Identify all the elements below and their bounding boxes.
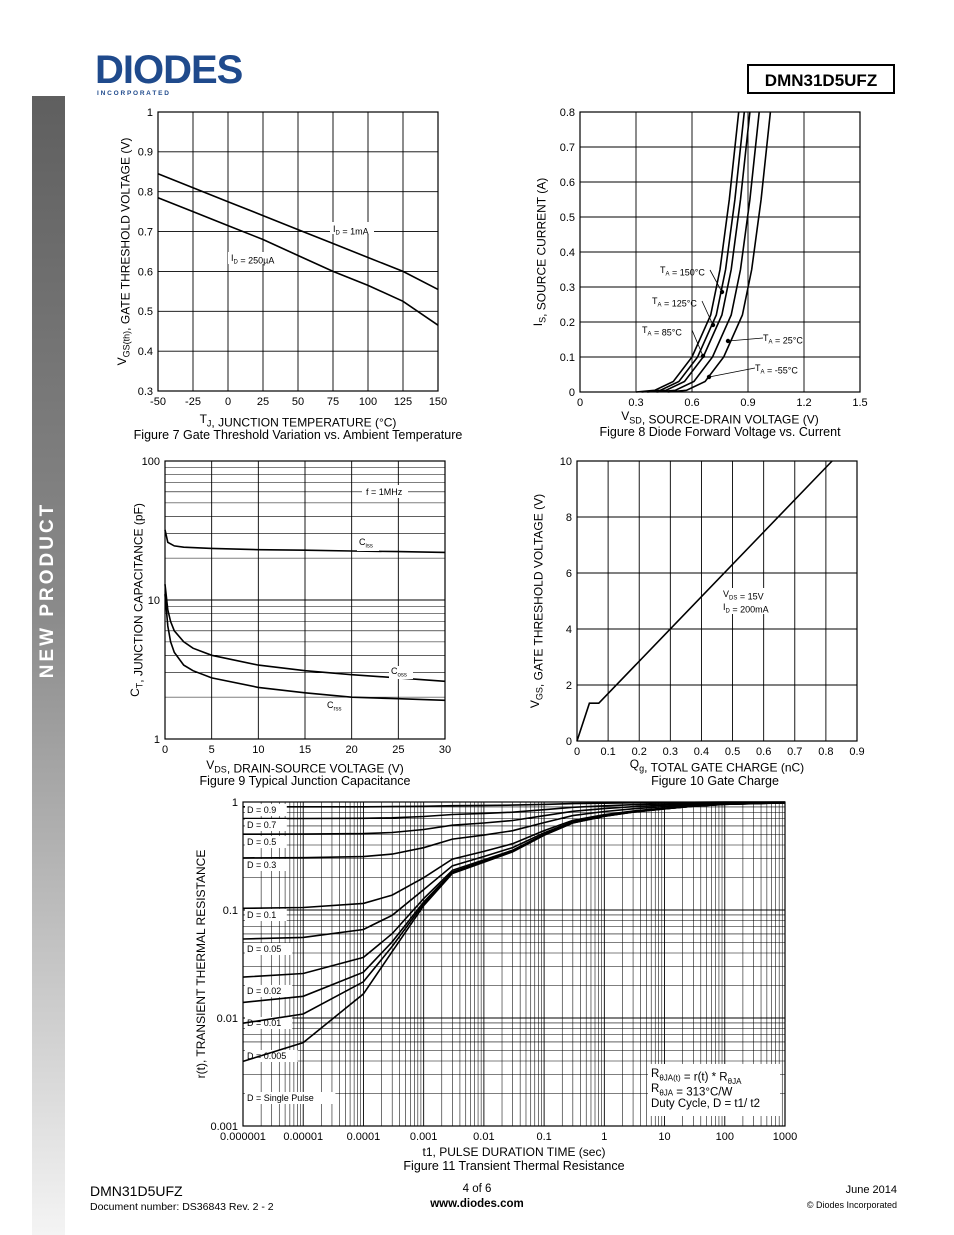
fig7-x-tick-label: 75	[326, 396, 340, 408]
fig8-x-tick-label: 0.6	[684, 397, 700, 409]
fig7-y-tick-label: 0.3	[137, 385, 153, 398]
fig9-caption: Figure 9 Typical Junction Capacitance	[199, 774, 411, 788]
fig11-x-tick-label: 0.1	[536, 1131, 552, 1143]
logo-subtitle: I N C O R P O R A T E D	[97, 90, 169, 97]
fig10-y-tick-label: 4	[565, 623, 572, 636]
fig8-x-tick-label: 0.9	[740, 397, 756, 409]
fig11-series-d-0p005-label: D = 0.005	[247, 1051, 287, 1061]
fig9-series-label-ciss: $C_{iss}$	[359, 537, 373, 550]
fig10-y-tick-label: 2	[565, 679, 572, 692]
fig11-series-d-0p01-label: D = 0.01	[247, 1018, 282, 1028]
fig10-y-tick-label: 0	[565, 735, 572, 748]
footer-page: 4 of 6	[462, 1183, 492, 1195]
fig8-label-arrowhead	[720, 290, 724, 294]
fig7-x-tick-label: 100	[358, 396, 378, 408]
fig9-y-tick-label: 1	[153, 733, 160, 746]
fig9-x-tick-label: 5	[208, 744, 215, 756]
fig10-x-tick-label: 0.3	[662, 746, 678, 758]
fig11-x-axis-label: t1, PULSE DURATION TIME (sec)	[422, 1145, 606, 1159]
fig11-x-tick-label: 0.0001	[346, 1131, 381, 1143]
fig11-series-d-0p005	[243, 803, 785, 1023]
fig9-annotation-freq: f = 1MHz	[366, 487, 403, 497]
fig8-label-arrowhead	[707, 375, 711, 379]
fig11-series-single-pulse-label: D = Single Pulse	[247, 1093, 314, 1103]
fig8-y-tick-label: 0.7	[559, 141, 575, 154]
fig8-x-tick-label: 0.3	[628, 397, 644, 409]
fig8-label-arrowhead	[711, 323, 715, 327]
fig8-series-label-125c: $T_A = 125^\circ C$	[652, 296, 697, 309]
footer-part-number: DMN31D5UFZ	[90, 1183, 183, 1199]
fig8-label-leader	[728, 338, 763, 341]
fig11-y-tick-label: 0.001	[210, 1120, 238, 1133]
fig11-x-tick-label: 100	[715, 1131, 734, 1143]
fig9-x-tick-label: 30	[438, 744, 452, 756]
fig10-caption: Figure 10 Gate Charge	[651, 774, 779, 788]
fig7-y-tick-label: 0.4	[137, 345, 153, 358]
fig10-y-axis-label: $V_{GS}$, GATE THRESHOLD VOLTAGE (V)	[528, 493, 546, 709]
fig7-y-tick-label: 0.5	[137, 306, 153, 319]
fig11-note: $R_{\theta JA(t)} = r(t) * R_{\theta JA}$	[651, 1068, 742, 1086]
footer-doc-number: Document number: DS36843 Rev. 2 - 2	[90, 1201, 274, 1213]
fig7-y-tick-label: 1	[146, 106, 153, 119]
fig9-y-tick-label: 10	[147, 594, 160, 607]
fig8-y-tick-label: 0.8	[559, 106, 575, 119]
fig8-x-axis-label: $V_{SD}$, SOURCE-DRAIN VOLTAGE (V)	[621, 409, 819, 427]
fig11-series-single-pulse	[243, 803, 785, 1062]
fig9-x-tick-label: 20	[345, 744, 358, 756]
fig11-series-d-0p02	[243, 803, 785, 977]
fig9-x-tick-label: 15	[298, 744, 312, 756]
fig11-x-tick-label: 10	[658, 1131, 671, 1143]
fig8-y-tick-label: 0	[568, 386, 575, 399]
fig11-series-d-0p02-label: D = 0.02	[247, 986, 282, 996]
fig7-caption: Figure 7 Gate Threshold Variation vs. Ambient Temperature	[133, 428, 463, 442]
fig11-series-d-0p5-label: D = 0.5	[247, 837, 277, 847]
fig11-series-d-0p05-label: D = 0.05	[247, 944, 282, 954]
fig10-x-tick-label: 0.5	[724, 746, 741, 758]
fig9-x-tick-label: 25	[392, 744, 405, 756]
fig8-x-tick-label: 0	[576, 397, 584, 409]
fig7-x-tick-label: 125	[393, 396, 413, 408]
fig7-x-tick-label: 50	[291, 396, 305, 408]
fig11-series-d-0p9-label: D = 0.9	[247, 805, 277, 815]
fig7-x-axis-label: $T_J$, JUNCTION TEMPERATURE (°C)	[199, 412, 397, 430]
footer-date: June 2014	[845, 1184, 897, 1196]
fig8-y-tick-label: 0.1	[559, 351, 575, 364]
fig11-x-tick-label: 0.000001	[220, 1131, 266, 1143]
fig11-note: $R_{\theta JA} = 313^\circ C/W$	[651, 1083, 733, 1099]
fig11-x-tick-label: 0.001	[409, 1131, 438, 1143]
fig10-x-tick-label: 0.1	[600, 746, 616, 758]
fig10-series-vgs	[577, 461, 832, 741]
fig11-series-d-0p1-label: D = 0.1	[247, 910, 277, 920]
fig11-x-tick-label: 0.00001	[283, 1131, 324, 1143]
fig7-y-tick-label: 0.6	[137, 266, 153, 279]
fig7-y-tick-label: 0.7	[137, 226, 153, 239]
fig9-x-tick-label: 10	[252, 744, 265, 756]
fig9-x-tick-label: 0	[161, 744, 169, 756]
fig7-y-axis-label: $V_{GS(th)}$, GATE THRESHOLD VOLTAGE (V)	[115, 137, 133, 366]
fig11-y-axis-label: r(t), TRANSIENT THERMAL RESISTANCE	[194, 849, 208, 1079]
fig11-series-d-0p01	[243, 803, 785, 1003]
fig8-x-tick-label: 1.5	[852, 397, 868, 409]
fig8-y-axis-label: $I_S$, SOURCE CURRENT (A)	[531, 177, 549, 327]
fig10-x-axis-label: $Q_g$, TOTAL GATE CHARGE (nC)	[629, 757, 805, 775]
footer-website[interactable]: www.diodes.com	[430, 1198, 524, 1210]
fig10-x-tick-label: 0.2	[631, 746, 647, 758]
fig11-series-d-0p3-label: D = 0.3	[247, 860, 277, 870]
sidebar-label: NEW PRODUCT	[37, 501, 58, 679]
fig7-series-label-250ua: $I_D = 250\mu A$	[231, 253, 275, 266]
fig11-x-tick-label: 0.01	[473, 1131, 495, 1143]
fig8-series-label-25c: $T_A = 25^\circ C$	[763, 333, 803, 346]
fig10-annotation-id: $I_D = 200mA$	[723, 602, 769, 615]
fig8-y-tick-label: 0.2	[559, 316, 575, 329]
fig10-x-tick-label: 0.7	[787, 746, 803, 758]
fig10-x-tick-label: 0.9	[849, 746, 865, 758]
fig7-x-tick-label: 25	[256, 396, 270, 408]
fig10-y-tick-label: 8	[565, 511, 572, 524]
fig8-label-arrowhead	[726, 339, 730, 343]
fig9-series-label-crss: $C_{rss}$	[327, 700, 342, 713]
fig11-caption: Figure 11 Transient Thermal Resistance	[403, 1159, 625, 1173]
fig11-series-d-0p7-label: D = 0.7	[247, 820, 277, 830]
fig8-x-tick-label: 1.2	[796, 397, 812, 409]
fig7-x-tick-label: 0	[224, 396, 232, 408]
fig8-y-tick-label: 0.3	[559, 281, 575, 294]
fig11-y-tick-label: 0.01	[216, 1012, 238, 1025]
fig10-y-tick-label: 10	[559, 455, 572, 468]
fig11-y-tick-label: 0.1	[222, 904, 238, 917]
fig11-series-d-0p05	[243, 803, 785, 939]
fig9-y-tick-label: 100	[141, 455, 160, 468]
fig9-series-label-coss: $C_{oss}$	[391, 666, 407, 679]
fig11-x-tick-label: 1000	[772, 1131, 798, 1143]
fig9-y-axis-label: $C_T$, JUNCTION CAPACITANCE (pF)	[128, 503, 146, 697]
fig10-x-tick-label: 0	[573, 746, 581, 758]
fig8-y-tick-label: 0.5	[559, 211, 575, 224]
fig7-x-tick-label: -50	[150, 396, 166, 408]
fig8-series-label-150c: $T_A = 150^\circ C$	[660, 265, 705, 278]
fig10-y-tick-label: 6	[565, 567, 572, 580]
fig11-note: Duty Cycle, D = t1/ t2	[651, 1098, 760, 1110]
fig8-caption: Figure 8 Diode Forward Voltage vs. Current	[599, 425, 841, 439]
fig8-y-tick-label: 0.6	[559, 176, 575, 189]
logo-wordmark: DIODES	[95, 52, 243, 92]
fig11-y-tick-label: 1	[231, 796, 238, 809]
footer-copyright: © Diodes Incorporated	[806, 1200, 897, 1210]
fig10-x-tick-label: 0.4	[693, 746, 710, 758]
part-number-box: DMN31D5UFZ	[747, 64, 895, 94]
fig8-label-arrowhead	[701, 354, 705, 358]
fig9-x-axis-label: $V_{DS}$, DRAIN-SOURCE VOLTAGE (V)	[206, 758, 404, 776]
fig7-y-tick-label: 0.9	[137, 146, 153, 159]
fig10-x-tick-label: 0.6	[756, 746, 772, 758]
fig10-x-tick-label: 0.8	[818, 746, 834, 758]
fig10-annotation-vds: $V_{DS} = 15V$	[723, 589, 764, 602]
fig8-series-label-85c: $T_A = 85^\circ C$	[642, 325, 682, 338]
fig7-y-tick-label: 0.8	[137, 186, 153, 199]
fig7-x-tick-label: 150	[428, 396, 448, 408]
fig8-y-tick-label: 0.4	[559, 246, 575, 259]
fig7-series-label-1ma: $I_D = 1mA$	[333, 224, 369, 237]
fig11-x-tick-label: 1	[601, 1131, 608, 1143]
fig7-x-tick-label: -25	[185, 396, 201, 408]
fig10-plot-frame	[577, 461, 857, 741]
fig8-series-label-m55c: $T_A = -55^\circ C$	[755, 363, 798, 376]
